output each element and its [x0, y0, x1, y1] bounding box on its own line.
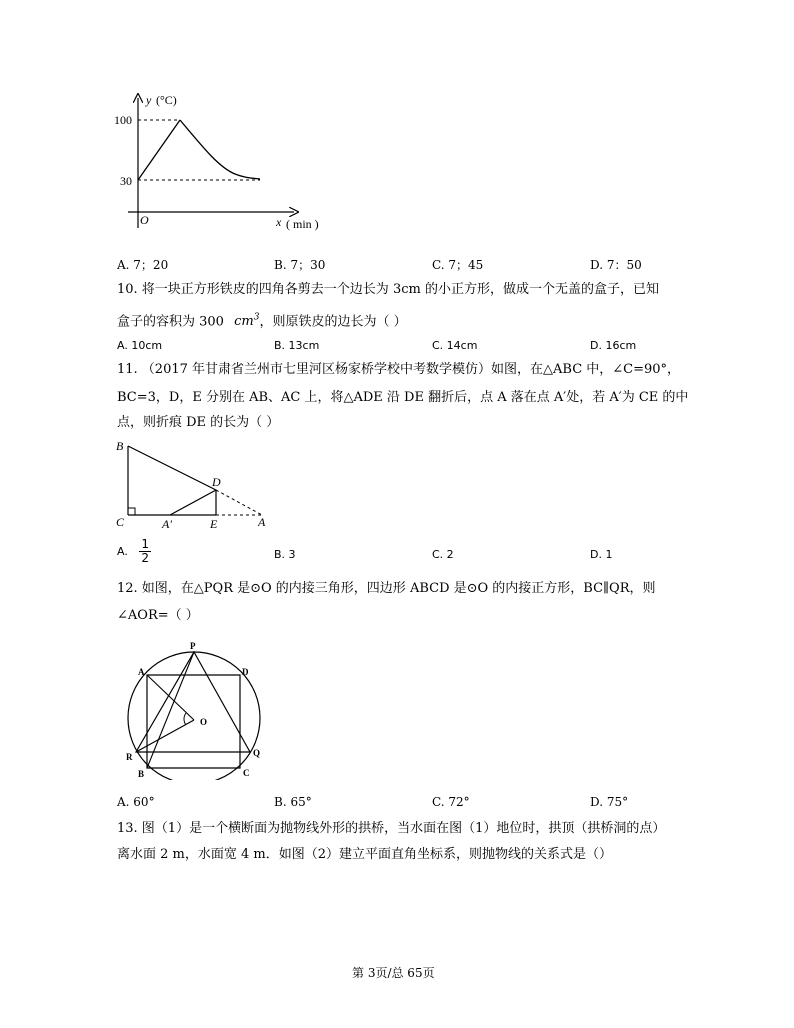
origin-label: O	[140, 213, 149, 227]
label-Q: Q	[253, 748, 261, 758]
q10-line2-after: ，则原铁皮的边长为（ ）	[259, 314, 407, 330]
cooling-curve	[180, 120, 260, 179]
q10-option-c[interactable]: C. 14cm	[432, 339, 478, 352]
segment-DA-dashed	[216, 490, 262, 515]
q11-line1: 11. （2017 年甘肃省兰州市七里河区杨家桥学校中考数学模仿）如图，在△ABC 中，∠C=90°，	[117, 362, 681, 377]
q12-line1: 12. 如图，在△PQR 是⊙O 的内接三角形，四边形 ABCD 是⊙O 的内接正方形，BC∥QR，则	[117, 581, 656, 596]
q11-line2: BC=3，D，E 分别在 AB、AC 上，将△ADE 沿 DE 翻折后，点 A 落在点 A′处，若 A′为 CE 的中	[117, 390, 689, 405]
q10-line1: 10. 将一块正方形铁皮的四角各剪去一个边长为 3cm 的小正方形，做成一个无盖的盒子，已知	[117, 282, 659, 297]
segment-BD	[128, 446, 216, 490]
q12-option-a[interactable]: A. 60°	[117, 795, 155, 809]
label-O: O	[200, 717, 208, 727]
q10-option-b[interactable]: B. 13cm	[274, 339, 320, 352]
segment-PB	[147, 652, 194, 768]
y-axis-var: y	[146, 93, 152, 107]
q10-option-a[interactable]: A. 10cm	[117, 339, 163, 352]
label-Aprime: A′	[162, 517, 172, 531]
tick-label-30: 30	[120, 174, 132, 188]
q10-unit: $cm^3$	[234, 313, 260, 330]
label-C: C	[243, 768, 250, 778]
y-axis-unit: (°C)	[156, 93, 177, 107]
q12-option-d[interactable]: D. 75°	[590, 795, 629, 809]
q11-option-b[interactable]: B. 3	[274, 548, 296, 561]
q11-line3: 点，则折痕 DE 的长为（ ）	[117, 415, 280, 430]
q11-option-c[interactable]: C. 2	[432, 548, 454, 561]
q13-line2: 离水面 2 m，水面宽 4 m．如图（2）建立平面直角坐标系，则抛物线的关系式是（）	[117, 847, 612, 862]
q11-option-a-fraction: $\frac{1}{2}$	[141, 537, 149, 565]
segment-OA	[147, 675, 194, 720]
q11-option-d[interactable]: D. 1	[590, 548, 613, 561]
q9-option-c[interactable]: C. 7；45	[432, 258, 484, 272]
q9-option-a[interactable]: A. 7；20	[117, 258, 169, 272]
q10-option-d[interactable]: D. 16cm	[590, 339, 637, 352]
heating-line	[138, 120, 180, 180]
label-B: B	[116, 439, 124, 453]
label-D: D	[212, 475, 221, 489]
q11-triangle-figure	[112, 436, 272, 532]
label-R: R	[126, 752, 133, 762]
segment-DAprime	[170, 490, 216, 515]
label-C: C	[116, 515, 125, 529]
page-footer: 第 3页/总 65页	[352, 966, 435, 980]
label-P: P	[190, 641, 196, 651]
triangle-PQR	[136, 652, 250, 752]
label-D: D	[242, 667, 249, 677]
q12-option-b[interactable]: B. 65°	[274, 795, 312, 809]
q11-option-a[interactable]: A. $\frac{1}{2}$	[117, 537, 149, 565]
label-A: A	[138, 667, 145, 677]
label-B: B	[138, 769, 145, 779]
label-A: A	[258, 515, 266, 529]
q9-option-b[interactable]: B. 7；30	[274, 258, 326, 272]
q12-option-c[interactable]: C. 72°	[432, 795, 470, 809]
q12-circle-figure	[120, 640, 270, 780]
x-axis-var: x	[276, 215, 282, 229]
tick-label-100: 100	[114, 113, 132, 127]
x-axis-unit: ( min )	[286, 217, 319, 231]
q10-line2-before: 盒子的容积为 300	[117, 314, 224, 330]
q13-line1: 13. 图（1）是一个横断面为抛物线外形的拱桥，当水面在图（1）地位时，拱顶（拱桥洞的点）	[117, 821, 666, 836]
q12-line2: ∠AOR=（ ）	[117, 608, 199, 623]
q9-option-d[interactable]: D. 7：50	[590, 258, 642, 272]
angle-arc	[184, 713, 186, 725]
label-E: E	[210, 517, 218, 531]
q10-line2	[117, 309, 407, 331]
temperature-time-graph	[110, 88, 340, 238]
right-angle-mark	[128, 508, 135, 515]
